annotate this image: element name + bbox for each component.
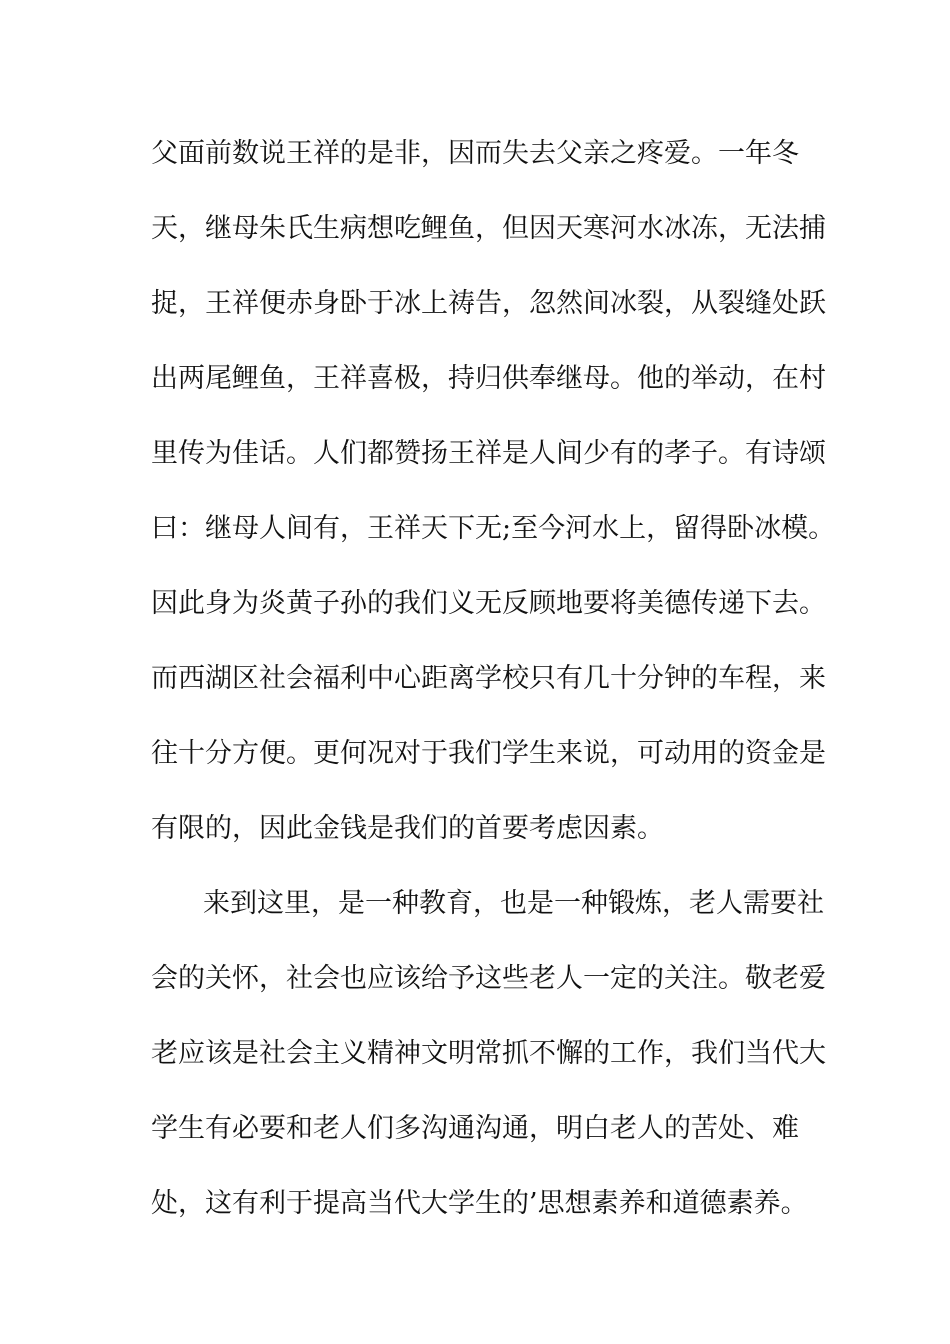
- text-line: 往十分方便。更何况对于我们学生来说，可动用的资金是: [151, 738, 826, 769]
- text-line: 父面前数说王祥的是非，因而失去父亲之疼爱。一年冬: [151, 138, 799, 169]
- text-line: 里传为佳话。人们都赞扬王祥是人间少有的孝子。有诗颂: [151, 438, 826, 469]
- text-line: 天，继母朱氏生病想吃鲤鱼，但因天寒河水冰冻，无法捕: [151, 213, 826, 244]
- body-text: [151, 126, 836, 1251]
- text-line: 捉，王祥便赤身卧于冰上祷告，忽然间冰裂，从裂缝处跃: [151, 288, 826, 319]
- text-line: 因此身为炎黄子孙的我们义无反顾地要将美德传递下去。: [151, 588, 826, 619]
- text-line: 曰：继母人间有，王祥天下无;至今河水上，留得卧冰模。: [151, 513, 836, 544]
- text-line: 出两尾鲤鱼，王祥喜极，持归供奉继母。他的举动，在村: [151, 363, 826, 394]
- text-line: 处，这有利于提高当代大学生的’思想素养和道德素养。: [151, 1188, 808, 1219]
- text-line: 而西湖区社会福利中心距离学校只有几十分钟的车程，来: [151, 663, 826, 694]
- text-line: 老应该是社会主义精神文明常抓不懈的工作，我们当代大: [151, 1038, 826, 1069]
- text-line: 有限的，因此金钱是我们的首要考虑因素。: [151, 813, 664, 844]
- paragraph-first-line: 来到这里，是一种教育，也是一种锻炼，老人需要社: [203, 888, 824, 919]
- text-line: 会的关怀，社会也应该给予这些老人一定的关注。敬老爱: [151, 963, 826, 994]
- text-line: 学生有必要和老人们多沟通沟通，明白老人的苦处、难: [151, 1113, 799, 1144]
